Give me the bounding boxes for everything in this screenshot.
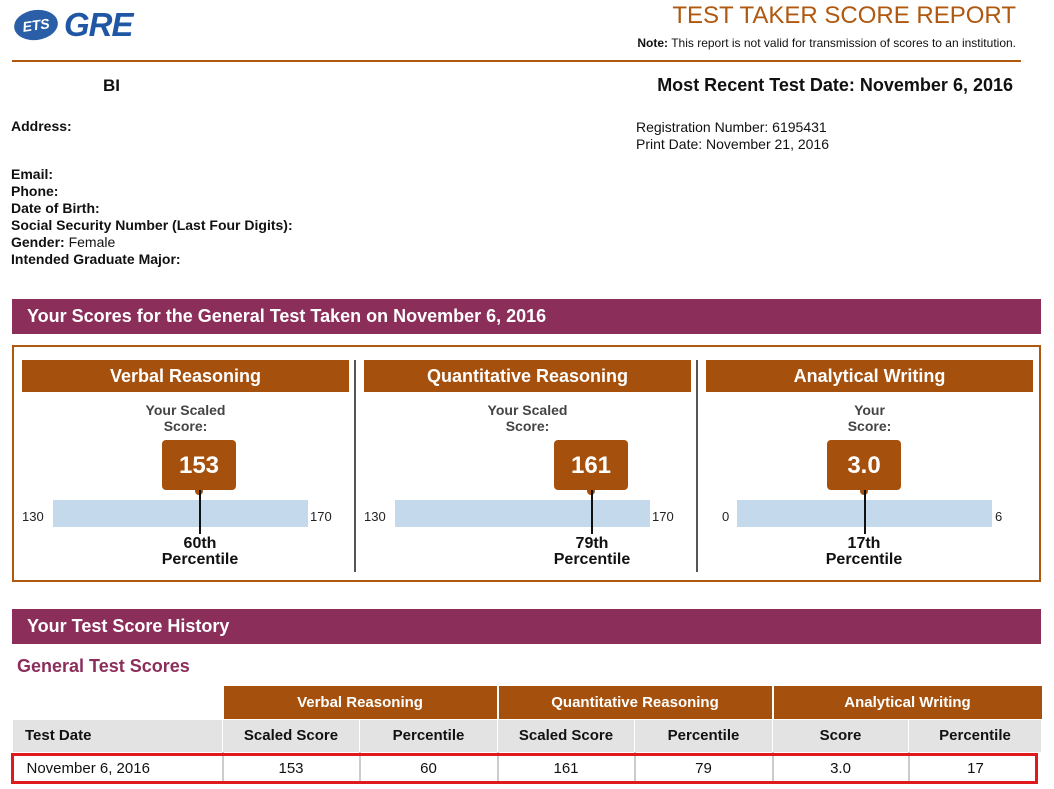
column-header: Percentile <box>360 719 498 752</box>
caption-line: Score: <box>505 418 550 434</box>
caption-line: Score: <box>847 418 892 434</box>
table-cell: 60 <box>360 752 498 784</box>
print-date-label: Print Date: <box>636 136 703 152</box>
scale-min: 0 <box>722 509 730 524</box>
score-caption <box>364 402 691 434</box>
score-caption <box>22 402 349 434</box>
section-verbal <box>22 360 349 570</box>
report-note <box>637 36 1016 50</box>
registration-number: 6195431 <box>772 119 827 135</box>
percentile-value: 17th <box>847 535 881 552</box>
table-header-row <box>13 719 1042 752</box>
candidate-name: BI <box>103 76 120 95</box>
note-label: Note: <box>637 36 669 50</box>
highlight-box <box>11 753 1038 784</box>
table-group-header: Verbal Reasoning <box>223 686 498 719</box>
header-divider <box>12 60 1021 62</box>
address-label: Address: <box>11 118 72 134</box>
caption-line: Your Scaled <box>145 402 226 418</box>
gender-row <box>11 234 115 250</box>
scale-min: 130 <box>364 509 386 524</box>
table-cell: 153 <box>223 752 360 784</box>
table-cell: 17 <box>967 759 984 777</box>
score-marker <box>199 490 201 534</box>
section-title: Verbal Reasoning <box>22 360 349 392</box>
table-group-row <box>13 686 1042 719</box>
column-header: Scaled Score <box>498 719 635 752</box>
table-cell: 79 <box>635 752 773 784</box>
phone-label: Phone: <box>11 183 59 199</box>
mrtd-value: November 6, 2016 <box>859 75 1013 95</box>
ets-gre-logo <box>14 6 133 44</box>
registration-info <box>636 119 829 153</box>
table-cell: 3.0 <box>773 752 909 784</box>
score-caption <box>706 402 1033 434</box>
score-marker <box>864 490 866 534</box>
dob-label: Date of Birth: <box>11 200 100 216</box>
print-date: November 21, 2016 <box>706 136 829 152</box>
major-label: Intended Graduate Major: <box>11 251 181 267</box>
percentile-label <box>804 536 924 568</box>
registration-label: Registration Number: <box>636 119 769 135</box>
scores-banner: Your Scores for the General Test Taken on November 6, 2016 <box>12 299 1041 334</box>
score-scale-bar <box>395 500 650 527</box>
table-group-header: Analytical Writing <box>773 686 1042 719</box>
column-header: Percentile <box>635 719 773 752</box>
table-cell: November 6, 2016 <box>13 752 223 784</box>
caption-line: Score: <box>163 418 208 434</box>
note-text: This report is not valid for transmission of scores to an institution. <box>671 36 1016 50</box>
table-spacer <box>13 686 223 719</box>
percentile-label <box>140 536 260 568</box>
scale-max: 170 <box>652 509 674 524</box>
percentile-value: 60th <box>183 535 217 552</box>
ets-logo-icon: ETS <box>12 7 60 43</box>
ssn-label: Social Security Number (Last Four Digits): <box>11 217 293 233</box>
percentile-word: Percentile <box>825 551 903 568</box>
column-header: Score <box>773 719 909 752</box>
score-marker <box>591 490 593 534</box>
section-divider <box>696 360 698 572</box>
section-quant <box>364 360 691 570</box>
caption-line: Your <box>854 402 885 418</box>
percentile-label <box>532 536 652 568</box>
section-title: Analytical Writing <box>706 360 1033 392</box>
section-writing <box>706 360 1033 570</box>
registration-line <box>636 119 829 136</box>
score-badge: 153 <box>162 440 236 490</box>
percentile-word: Percentile <box>161 551 239 568</box>
print-date-line <box>636 136 829 153</box>
score-badge: 3.0 <box>827 440 901 490</box>
scores-panel <box>12 345 1041 582</box>
caption-line: Your Scaled <box>487 402 568 418</box>
column-header: Scaled Score <box>223 719 360 752</box>
percentile-word: Percentile <box>553 551 631 568</box>
most-recent-test-date <box>657 75 1013 96</box>
score-badge: 161 <box>554 440 628 490</box>
percentile-value: 79th <box>575 535 609 552</box>
history-banner: Your Test Score History <box>12 609 1041 644</box>
column-header: Test Date <box>13 719 223 752</box>
section-divider <box>354 360 356 572</box>
gender-label: Gender: <box>11 234 65 250</box>
scale-max: 6 <box>995 509 1003 524</box>
gre-logo-text: GRE <box>64 6 133 43</box>
scale-max: 170 <box>310 509 332 524</box>
scale-min: 130 <box>22 509 44 524</box>
email-label: Email: <box>11 166 54 182</box>
history-subtitle: General Test Scores <box>17 656 190 676</box>
report-title: TEST TAKER SCORE REPORT <box>672 2 1016 29</box>
gender-value: Female <box>68 234 116 250</box>
table-group-header: Quantitative Reasoning <box>498 686 773 719</box>
section-title: Quantitative Reasoning <box>364 360 691 392</box>
table-cell: 161 <box>498 752 635 784</box>
score-scale-bar <box>53 500 308 527</box>
mrtd-label: Most Recent Test Date: <box>657 75 855 95</box>
column-header: Percentile <box>909 719 1042 752</box>
